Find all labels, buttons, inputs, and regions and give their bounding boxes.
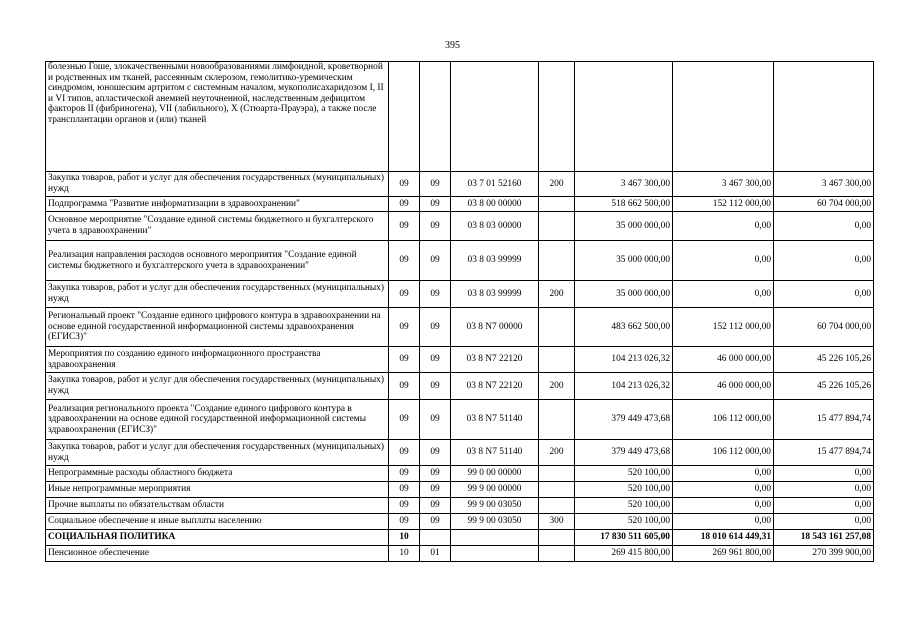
row-amount-year-1: 35 000 000,00 xyxy=(575,212,673,241)
row-expense-type: 200 xyxy=(539,373,575,400)
row-expense-type: 200 xyxy=(539,172,575,197)
row-target-article: 03 8 03 99999 xyxy=(451,281,539,308)
row-amount-year-3: 15 477 894,74 xyxy=(774,400,874,440)
row-name: Региональный проект "Создание единого цифрового контура в здравоохранении на основе единой государственной информационной системы здравоохранения (ЕГИСЗ)" xyxy=(46,308,389,347)
row-target-article: 03 8 N7 22120 xyxy=(451,373,539,400)
row-name: Закупка товаров, работ и услуг для обеспечения государственных (муниципальных) нужд xyxy=(46,172,389,197)
row-target-article: 99 9 00 03050 xyxy=(451,514,539,530)
row-name: Реализация направления расходов основного мероприятия "Создание единой системы бюджетного и бухгалтерского учета в здравоохранении" xyxy=(46,241,389,281)
row-amount-year-2: 152 112 000,00 xyxy=(673,308,774,347)
row-amount-year-1: 520 100,00 xyxy=(575,514,673,530)
row-amount-year-2: 0,00 xyxy=(673,241,774,281)
row-expense-type xyxy=(539,62,575,172)
row-name: Социальное обеспечение и иные выплаты населению xyxy=(46,514,389,530)
row-amount-year-1: 520 100,00 xyxy=(575,498,673,514)
row-amount-year-2: 3 467 300,00 xyxy=(673,172,774,197)
row-section: 09 xyxy=(389,466,420,482)
row-target-article: 03 8 N7 51140 xyxy=(451,400,539,440)
row-expense-type xyxy=(539,241,575,281)
row-target-article: 03 8 03 00000 xyxy=(451,212,539,241)
row-amount-year-3: 60 704 000,00 xyxy=(774,197,874,212)
row-target-article: 99 0 00 00000 xyxy=(451,466,539,482)
row-amount-year-1: 379 449 473,68 xyxy=(575,400,673,440)
row-amount-year-1: 35 000 000,00 xyxy=(575,241,673,281)
row-amount-year-3: 15 477 894,74 xyxy=(774,440,874,466)
row-expense-type xyxy=(539,197,575,212)
table-row xyxy=(46,212,874,241)
row-amount-year-3: 45 226 105,26 xyxy=(774,373,874,400)
row-expense-type xyxy=(539,212,575,241)
row-section: 09 xyxy=(389,514,420,530)
row-amount-year-1: 104 213 026,32 xyxy=(575,347,673,373)
row-subsection: 09 xyxy=(420,466,451,482)
row-target-article xyxy=(451,530,539,546)
row-section: 09 xyxy=(389,281,420,308)
row-amount-year-2: 152 112 000,00 xyxy=(673,197,774,212)
row-amount-year-1: 483 662 500,00 xyxy=(575,308,673,347)
row-amount-year-3: 0,00 xyxy=(774,281,874,308)
row-subsection: 09 xyxy=(420,514,451,530)
row-section: 09 xyxy=(389,308,420,347)
row-name: Мероприятия по созданию единого информационного пространства здравоохранения xyxy=(46,347,389,373)
row-amount-year-2: 106 112 000,00 xyxy=(673,440,774,466)
table-row xyxy=(46,400,874,440)
row-name: Иные непрограммные мероприятия xyxy=(46,482,389,498)
row-amount-year-3: 0,00 xyxy=(774,241,874,281)
row-target-article: 03 8 00 00000 xyxy=(451,197,539,212)
row-name: Основное мероприятие "Создание единой системы бюджетного и бухгалтерского учета в здравоохранении" xyxy=(46,212,389,241)
row-name: Прочие выплаты по обязательствам области xyxy=(46,498,389,514)
row-target-article xyxy=(451,546,539,562)
row-subsection: 09 xyxy=(420,498,451,514)
row-subsection: 09 xyxy=(420,373,451,400)
table-row xyxy=(46,530,874,546)
table-row xyxy=(46,347,874,373)
row-name: болезнью Гоше, злокачественными новообразованиями лимфоидной, кроветворной и родственных им тканей, рассеянным склерозом, гемолитико-уремическим синдромом, юношеским артритом с системным началом, мукополисахаридозом I, II и VI типов, апластической анемией неуточненной, наследственным дефицитом факторов II (фибриногена), VII (лабильного), X (Стюарта-Прауэра), а также после трансплантации органов и (или) тканей xyxy=(46,62,389,172)
row-section: 09 xyxy=(389,172,420,197)
table-row xyxy=(46,546,874,562)
row-amount-year-1: 520 100,00 xyxy=(575,466,673,482)
row-name: Закупка товаров, работ и услуг для обеспечения государственных (муниципальных) нужд xyxy=(46,440,389,466)
row-subsection xyxy=(420,530,451,546)
row-expense-type xyxy=(539,530,575,546)
row-expense-type xyxy=(539,308,575,347)
row-amount-year-1: 520 100,00 xyxy=(575,482,673,498)
table-row xyxy=(46,241,874,281)
row-expense-type xyxy=(539,546,575,562)
row-subsection: 09 xyxy=(420,308,451,347)
row-section: 10 xyxy=(389,546,420,562)
row-name: Непрограммные расходы областного бюджета xyxy=(46,466,389,482)
table-row xyxy=(46,466,874,482)
row-amount-year-1: 269 415 800,00 xyxy=(575,546,673,562)
row-subsection: 09 xyxy=(420,212,451,241)
row-section: 09 xyxy=(389,498,420,514)
row-subsection: 09 xyxy=(420,482,451,498)
row-name: Пенсионное обеспечение xyxy=(46,546,389,562)
row-section: 09 xyxy=(389,400,420,440)
table-row xyxy=(46,62,874,172)
row-expense-type: 300 xyxy=(539,514,575,530)
row-section: 09 xyxy=(389,373,420,400)
table-row xyxy=(46,281,874,308)
row-subsection: 09 xyxy=(420,241,451,281)
row-amount-year-1: 518 662 500,00 xyxy=(575,197,673,212)
row-section: 09 xyxy=(389,482,420,498)
row-name: Реализация регионального проекта "Создание единого цифрового контура в здравоохранении на основе единой государственной информационной системы здравоохранения (ЕГИСЗ)" xyxy=(46,400,389,440)
row-subsection: 09 xyxy=(420,347,451,373)
row-amount-year-2: 0,00 xyxy=(673,466,774,482)
row-amount-year-2: 0,00 xyxy=(673,212,774,241)
row-section: 09 xyxy=(389,241,420,281)
row-amount-year-1: 35 000 000,00 xyxy=(575,281,673,308)
row-subsection: 09 xyxy=(420,172,451,197)
row-name: Закупка товаров, работ и услуг для обеспечения государственных (муниципальных) нужд xyxy=(46,373,389,400)
row-amount-year-2: 46 000 000,00 xyxy=(673,347,774,373)
row-amount-year-2: 106 112 000,00 xyxy=(673,400,774,440)
row-amount-year-3: 0,00 xyxy=(774,212,874,241)
row-expense-type xyxy=(539,482,575,498)
row-amount-year-2: 18 010 614 449,31 xyxy=(673,530,774,546)
row-amount-year-2 xyxy=(673,62,774,172)
row-target-article: 99 9 00 00000 xyxy=(451,482,539,498)
row-expense-type xyxy=(539,498,575,514)
table-row xyxy=(46,308,874,347)
row-section: 09 xyxy=(389,212,420,241)
table-row xyxy=(46,440,874,466)
table-row xyxy=(46,514,874,530)
row-subsection: 09 xyxy=(420,281,451,308)
row-subsection: 09 xyxy=(420,197,451,212)
row-amount-year-3: 0,00 xyxy=(774,482,874,498)
row-amount-year-2: 0,00 xyxy=(673,514,774,530)
row-amount-year-1: 379 449 473,68 xyxy=(575,440,673,466)
row-amount-year-3: 60 704 000,00 xyxy=(774,308,874,347)
row-target-article: 03 8 N7 22120 xyxy=(451,347,539,373)
row-amount-year-3: 18 543 161 257,08 xyxy=(774,530,874,546)
table-row xyxy=(46,172,874,197)
row-expense-type: 200 xyxy=(539,281,575,308)
row-amount-year-2: 46 000 000,00 xyxy=(673,373,774,400)
row-amount-year-3: 0,00 xyxy=(774,514,874,530)
row-amount-year-3 xyxy=(774,62,874,172)
page-number: 395 xyxy=(445,40,460,51)
row-target-article: 99 9 00 03050 xyxy=(451,498,539,514)
table-row xyxy=(46,373,874,400)
row-section: 09 xyxy=(389,440,420,466)
row-amount-year-3: 3 467 300,00 xyxy=(774,172,874,197)
row-amount-year-3: 270 399 900,00 xyxy=(774,546,874,562)
row-amount-year-2: 0,00 xyxy=(673,498,774,514)
row-amount-year-3: 45 226 105,26 xyxy=(774,347,874,373)
row-subsection: 09 xyxy=(420,440,451,466)
row-subsection: 01 xyxy=(420,546,451,562)
row-expense-type xyxy=(539,400,575,440)
row-amount-year-2: 269 961 800,00 xyxy=(673,546,774,562)
row-expense-type xyxy=(539,466,575,482)
row-amount-year-3: 0,00 xyxy=(774,498,874,514)
row-section: 09 xyxy=(389,347,420,373)
row-target-article: 03 8 03 99999 xyxy=(451,241,539,281)
budget-table xyxy=(45,61,874,562)
table-row xyxy=(46,197,874,212)
row-amount-year-3: 0,00 xyxy=(774,466,874,482)
row-amount-year-1 xyxy=(575,62,673,172)
row-section xyxy=(389,62,420,172)
row-expense-type xyxy=(539,347,575,373)
row-target-article: 03 7 01 52160 xyxy=(451,172,539,197)
row-name: СОЦИАЛЬНАЯ ПОЛИТИКА xyxy=(46,530,389,546)
row-subsection xyxy=(420,62,451,172)
row-target-article: 03 8 N7 51140 xyxy=(451,440,539,466)
row-section: 10 xyxy=(389,530,420,546)
row-amount-year-2: 0,00 xyxy=(673,281,774,308)
row-target-article: 03 8 N7 00000 xyxy=(451,308,539,347)
row-section: 09 xyxy=(389,197,420,212)
row-name: Подпрограмма "Развитие информатизации в здравоохранении" xyxy=(46,197,389,212)
row-amount-year-1: 17 830 511 605,00 xyxy=(575,530,673,546)
table-row xyxy=(46,498,874,514)
row-amount-year-2: 0,00 xyxy=(673,482,774,498)
row-name: Закупка товаров, работ и услуг для обеспечения государственных (муниципальных) нужд xyxy=(46,281,389,308)
row-amount-year-1: 3 467 300,00 xyxy=(575,172,673,197)
row-amount-year-1: 104 213 026,32 xyxy=(575,373,673,400)
table-row xyxy=(46,482,874,498)
row-subsection: 09 xyxy=(420,400,451,440)
row-target-article xyxy=(451,62,539,172)
row-expense-type: 200 xyxy=(539,440,575,466)
